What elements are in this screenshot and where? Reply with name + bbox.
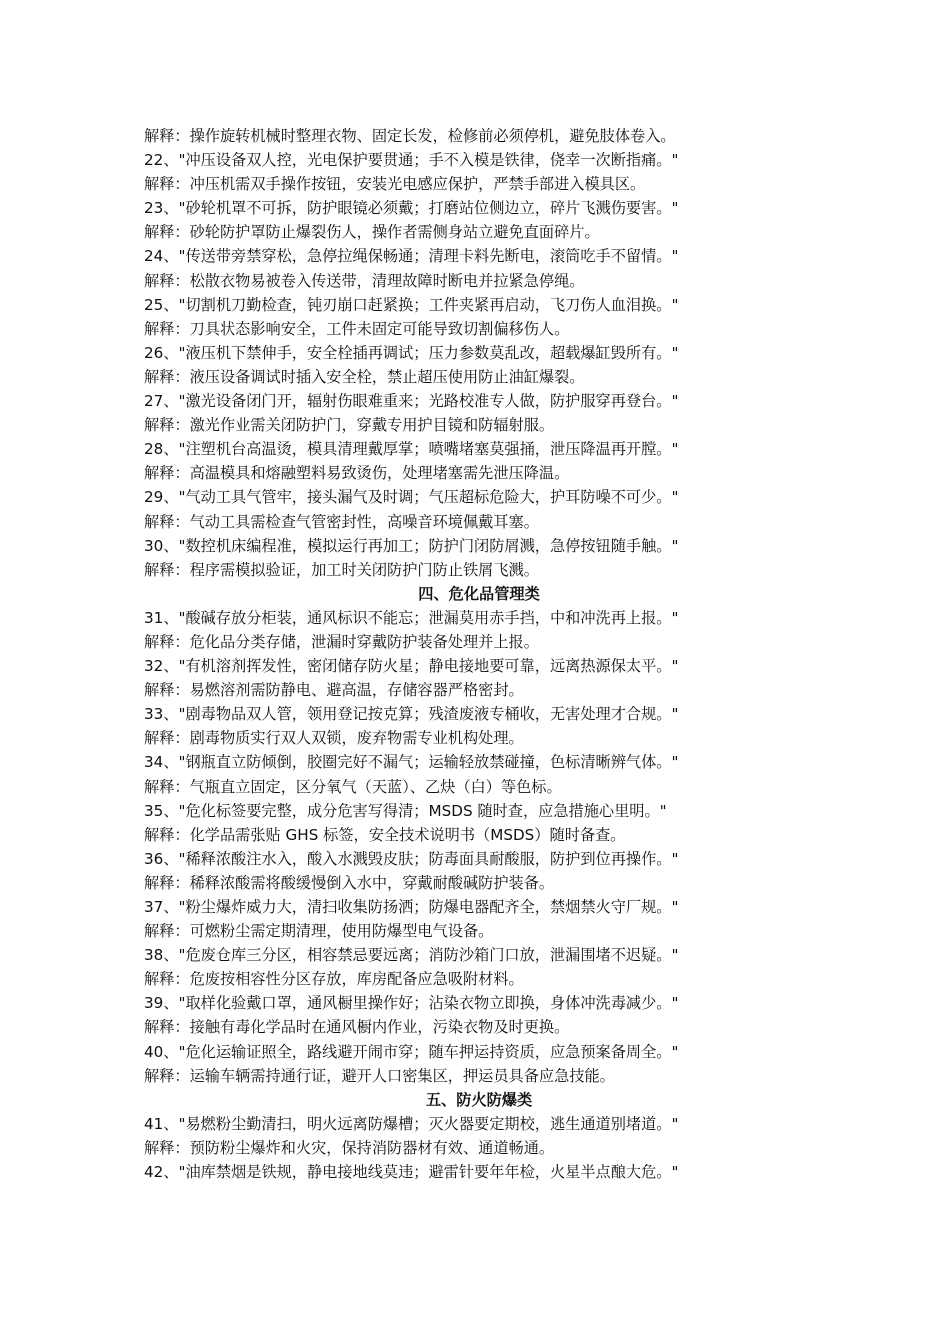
explanation-line: 解释：松散衣物易被卷入传送带，清理故障时断电并拉紧急停绳。	[144, 271, 585, 290]
rule-line: 30、"数控机床编程准，模拟运行再加工；防护门闭防屑溅，急停按钮随手触。"	[144, 536, 679, 555]
explanation-line: 解释：可燃粉尘需定期清理，使用防爆型电气设备。	[144, 922, 494, 941]
explanation-line: 解释：气动工具需检查气管密封性，高噪音环境佩戴耳塞。	[144, 512, 539, 531]
rule-line: 22、"冲压设备双人控，光电保护要贯通；手不入模是铁律，侥幸一次断指痛。"	[144, 151, 679, 170]
explanation-line: 解释：操作旋转机械时整理衣物、固定长发，检修前必须停机，避免肢体卷入。	[144, 127, 676, 145]
explanation-line: 解释：化学品需张贴 GHS 标签，安全技术说明书（MSDS）随时备查。	[144, 825, 626, 844]
explanation-line: 解释：激光作业需关闭防护门，穿戴专用护目镜和防辐射服。	[144, 416, 555, 435]
rule-line: 34、"钢瓶直立防倾倒，胶圈完好不漏气；运输轻放禁碰撞，色标清晰辨气体。"	[144, 753, 679, 772]
rule-line: 41、"易燃粉尘勤清扫，明火远离防爆槽；灭火器要定期校，逃生通道别堵道。"	[144, 1114, 679, 1133]
explanation-line: 解释：气瓶直立固定，区分氧气（天蓝）、乙炔（白）等色标。	[144, 777, 562, 796]
body-text	[144, 124, 814, 1184]
explanation-line: 解释：高温模具和熔融塑料易致烫伤，处理堵塞需先泄压降温。	[144, 464, 570, 483]
explanation-line: 解释：程序需模拟验证，加工时关闭防护门防止铁屑飞溅。	[144, 560, 539, 579]
rule-line: 24、"传送带旁禁穿松，急停拉绳保畅通；清理卡料先断电，滚筒吃手不留情。"	[144, 247, 679, 266]
rule-line: 29、"气动工具气管牢，接头漏气及时调；气压超标危险大，护耳防噪不可少。"	[144, 488, 679, 507]
rule-line: 36、"稀释浓酸注水入，酸入水溅毁皮肤；防毒面具耐酸服，防护到位再操作。"	[144, 849, 679, 868]
explanation-line: 解释：危废按相容性分区存放，库房配备应急吸附材料。	[144, 970, 524, 989]
explanation-line: 解释：液压设备调试时插入安全栓，禁止超压使用防止油缸爆裂。	[144, 367, 585, 386]
rule-line: 38、"危废仓库三分区，相容禁忌要远离；消防沙箱门口放，泄漏围堵不迟疑。"	[144, 946, 679, 965]
section-heading: 四、危化品管理类	[418, 584, 540, 603]
rule-line: 39、"取样化验戴口罩，通风橱里操作好；沾染衣物立即换，身体冲洗毒减少。"	[144, 994, 679, 1013]
rule-line: 23、"砂轮机罩不可拆，防护眼镜必须戴；打磨站位侧边立，碎片飞溅伤要害。"	[144, 199, 679, 218]
explanation-line: 解释：砂轮防护罩防止爆裂伤人，操作者需侧身站立避免直面碎片。	[144, 223, 600, 242]
rule-line: 40、"危化运输证照全，路线避开闹市穿；随车押运持资质，应急预案备周全。"	[144, 1042, 679, 1061]
explanation-line: 解释：预防粉尘爆炸和火灾，保持消防器材有效、通道畅通。	[144, 1138, 555, 1157]
rule-line: 28、"注塑机台高温烫，模具清理戴厚掌；喷嘴堵塞莫强捅，泄压降温再开膛。"	[144, 440, 679, 459]
document-page	[144, 124, 814, 1184]
explanation-line: 解释：刀具状态影响安全，工件未固定可能导致切割偏移伤人。	[144, 319, 570, 338]
rule-line: 31、"酸碱存放分柜装，通风标识不能忘；泄漏莫用赤手挡，中和冲洗再上报。"	[144, 608, 679, 627]
explanation-line: 解释：剧毒物质实行双人双锁，废弃物需专业机构处理。	[144, 729, 524, 748]
explanation-line: 解释：接触有毒化学品时在通风橱内作业，污染衣物及时更换。	[144, 1018, 570, 1037]
explanation-line: 解释：冲压机需双手操作按钮，安装光电感应保护，严禁手部进入模具区。	[144, 175, 646, 194]
rule-line: 27、"激光设备闭门开，辐射伤眼难重来；光路校准专人做，防护服穿再登台。"	[144, 392, 679, 411]
rule-line: 33、"剧毒物品双人管，领用登记按克算；残渣废液专桶收，无害处理才合规。"	[144, 705, 679, 724]
explanation-line: 解释：易燃溶剂需防静电、避高温，存储容器严格密封。	[144, 681, 524, 700]
explanation-line: 解释：稀释浓酸需将酸缓慢倒入水中，穿戴耐酸碱防护装备。	[144, 873, 555, 892]
rule-line: 26、"液压机下禁伸手，安全栓插再调试；压力参数莫乱改，超载爆缸毁所有。"	[144, 343, 679, 362]
rule-line: 25、"切割机刀勤检查，钝刃崩口赶紧换；工件夹紧再启动，飞刀伤人血泪换。"	[144, 295, 679, 314]
rule-line: 42、"油库禁烟是铁规，静电接地线莫违；避雷针要年年检，火星半点酿大危。"	[144, 1163, 679, 1182]
section-heading: 五、防火防爆类	[425, 1090, 533, 1109]
rule-line: 32、"有机溶剂挥发性，密闭储存防火星；静电接地要可靠，远离热源保太平。"	[144, 657, 679, 676]
explanation-line: 解释：运输车辆需持通行证，避开人口密集区，押运员具备应急技能。	[144, 1066, 615, 1085]
explanation-line: 解释：危化品分类存储，泄漏时穿戴防护装备处理并上报。	[144, 632, 539, 651]
rule-line: 37、"粉尘爆炸威力大，清扫收集防扬洒；防爆电器配齐全，禁烟禁火守厂规。"	[144, 898, 679, 916]
rule-line: 35、"危化标签要完整，成分危害写得清；MSDS 随时查，应急措施心里明。"	[144, 801, 667, 820]
